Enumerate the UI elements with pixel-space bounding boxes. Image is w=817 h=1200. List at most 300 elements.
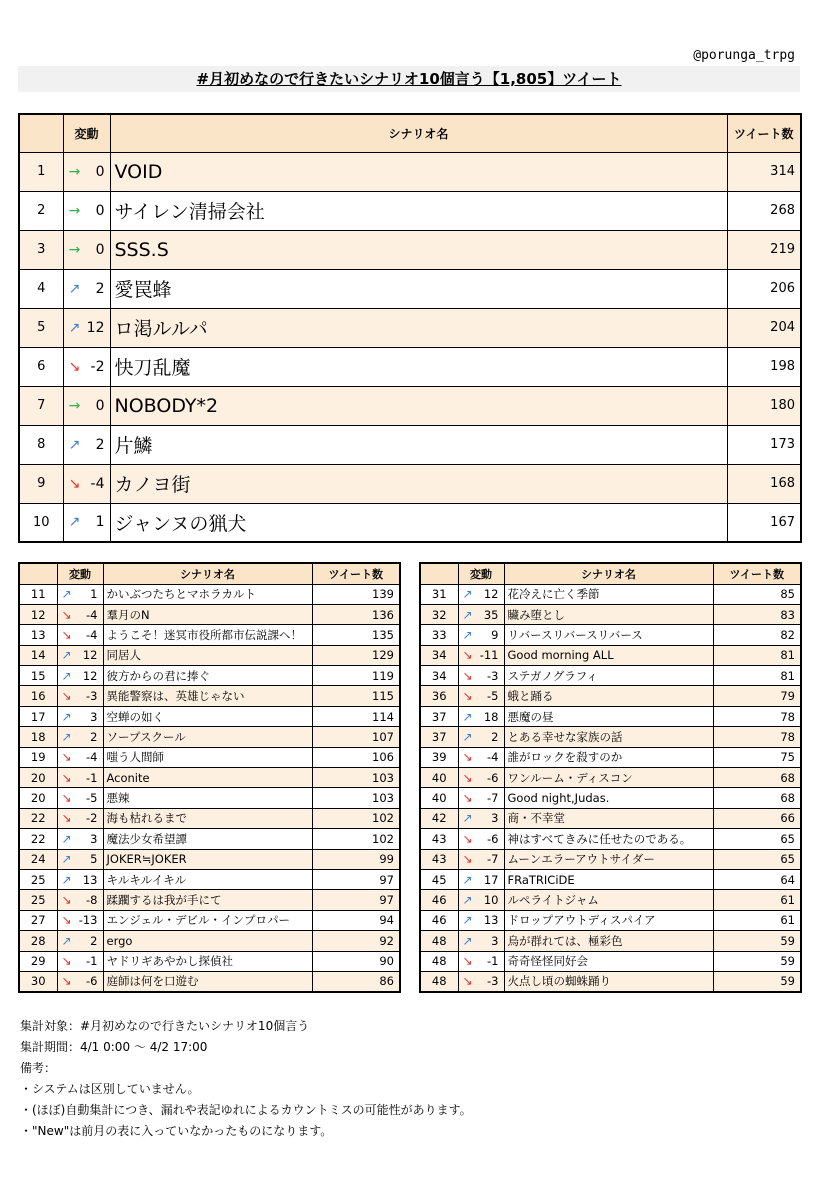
scenario-name: 贜み堕とし	[504, 604, 713, 624]
change-value: 9	[491, 627, 499, 642]
count-header: ツイート数	[713, 563, 801, 584]
change-value: 10	[483, 893, 499, 908]
change-value: 3	[491, 811, 499, 826]
change-value: 17	[483, 872, 499, 887]
change-value: -4	[86, 607, 98, 622]
table-row	[420, 829, 801, 849]
trend-up-icon: ↗	[61, 648, 72, 663]
table-header-row	[19, 563, 400, 584]
change-value: -5	[487, 689, 499, 704]
rank-cell: 37	[420, 727, 458, 747]
ranking-table-31-50	[419, 562, 802, 993]
trend-down-icon: ↘	[462, 974, 473, 989]
scenario-name: キルキルイキル	[103, 869, 312, 889]
tweet-count: 61	[713, 910, 801, 930]
scenario-name: 蹂躙するは我が手にて	[103, 890, 312, 910]
change-value: -4	[90, 475, 105, 492]
change-cell	[57, 788, 103, 808]
table-row	[420, 625, 801, 645]
rank-cell: 34	[420, 666, 458, 686]
rank-cell: 27	[19, 910, 57, 930]
rank-cell: 18	[19, 727, 57, 747]
table-row	[420, 931, 801, 951]
change-cell	[57, 869, 103, 889]
scenario-name: ロ渇ルルパ	[110, 308, 727, 347]
scenario-name: 庭師は何を口遊む	[103, 971, 312, 991]
trend-down-icon: ↘	[61, 954, 72, 969]
change-cell	[458, 747, 504, 767]
scenario-name: SSS.S	[110, 230, 727, 269]
table-row	[420, 727, 801, 747]
table-row	[19, 971, 400, 991]
scenario-name: VOID	[110, 152, 727, 191]
scenario-name: JOKER≒JOKER	[103, 849, 312, 869]
change-wrap	[459, 913, 504, 927]
tweet-count: 61	[713, 890, 801, 910]
change-wrap	[64, 359, 110, 375]
trend-up-icon: ↗	[462, 587, 473, 602]
change-cell	[57, 768, 103, 788]
change-wrap	[64, 203, 110, 219]
change-wrap	[58, 811, 103, 825]
scenario-name: 同居人	[103, 645, 312, 665]
rank-cell: 28	[19, 931, 57, 951]
trend-up-icon: ↗	[61, 587, 72, 602]
change-value: -3	[86, 689, 98, 704]
change-wrap	[459, 730, 504, 744]
trend-up-icon: ↗	[68, 319, 81, 336]
change-value: 1	[90, 587, 98, 602]
change-wrap	[459, 750, 504, 764]
change-wrap	[58, 974, 103, 988]
table-row	[19, 727, 400, 747]
scenario-name: 蛾と踊る	[504, 686, 713, 706]
table-row	[420, 584, 801, 604]
change-value: 12	[82, 648, 98, 663]
change-value: 12	[483, 587, 499, 602]
note-target: 集計対象：#月初めなので行きたいシナリオ10個言う	[20, 1019, 310, 1033]
table-row	[420, 951, 801, 971]
change-wrap	[58, 730, 103, 744]
change-cell	[57, 890, 103, 910]
change-cell	[57, 931, 103, 951]
tweet-count: 81	[713, 666, 801, 686]
note-period: 集計期間：4/1 0:00 ～ 4/2 17:00	[20, 1040, 208, 1054]
tweet-count: 314	[727, 152, 801, 191]
tweet-count: 68	[713, 768, 801, 788]
change-cell	[458, 788, 504, 808]
change-cell	[458, 768, 504, 788]
change-header: 変動	[57, 563, 103, 584]
table-row	[19, 788, 400, 808]
scenario-name: とある幸せな家族の話	[504, 727, 713, 747]
change-cell	[57, 706, 103, 726]
change-value: -2	[90, 358, 105, 375]
trend-down-icon: ↘	[462, 648, 473, 663]
scenario-name: 悪辣	[103, 788, 312, 808]
trend-up-icon: ↗	[68, 436, 81, 453]
change-cell	[458, 829, 504, 849]
change-value: -7	[487, 852, 499, 867]
change-cell	[458, 686, 504, 706]
tweet-count: 78	[713, 727, 801, 747]
table-row	[19, 768, 400, 788]
rank-cell: 13	[19, 625, 57, 645]
tweet-count: 65	[713, 829, 801, 849]
change-value: -13	[78, 913, 98, 928]
change-value: 2	[90, 729, 98, 744]
tweet-count: 180	[727, 386, 801, 425]
rank-cell: 42	[420, 808, 458, 828]
change-wrap	[459, 689, 504, 703]
trend-up-icon: ↗	[61, 668, 72, 683]
change-cell	[57, 604, 103, 624]
rank-cell: 33	[420, 625, 458, 645]
author-handle: @porunga_trpg	[693, 48, 795, 63]
rank-cell: 32	[420, 604, 458, 624]
change-cell	[458, 706, 504, 726]
change-wrap	[459, 771, 504, 785]
tweet-count: 83	[713, 604, 801, 624]
scenario-name: 海も枯れるまで	[103, 808, 312, 828]
change-value: -11	[479, 648, 499, 663]
tweet-count: 79	[713, 686, 801, 706]
name-header: シナリオ名	[110, 114, 727, 152]
table-row	[19, 666, 400, 686]
scenario-name: Good morning ALL	[504, 645, 713, 665]
change-cell	[57, 849, 103, 869]
change-wrap	[58, 669, 103, 683]
change-header: 変動	[458, 563, 504, 584]
change-wrap	[58, 628, 103, 642]
change-cell	[57, 584, 103, 604]
note-remarks-label: 備考：	[20, 1061, 57, 1075]
rank-cell: 37	[420, 706, 458, 726]
rank-cell: 1	[19, 152, 63, 191]
table-row	[420, 686, 801, 706]
tweet-count: 99	[312, 849, 400, 869]
change-value: -4	[86, 627, 98, 642]
table-row	[19, 706, 400, 726]
change-cell	[458, 890, 504, 910]
tweet-count: 167	[727, 503, 801, 542]
scenario-name: FRaTRICiDE	[504, 869, 713, 889]
trend-down-icon: ↘	[61, 689, 72, 704]
tweet-count: 97	[312, 869, 400, 889]
tweet-count: 90	[312, 951, 400, 971]
table-row	[19, 890, 400, 910]
scenario-name: ステガノグラフィ	[504, 666, 713, 686]
change-wrap	[64, 476, 110, 492]
tweet-count: 204	[727, 308, 801, 347]
table-row	[19, 347, 801, 386]
scenario-name: ヤドリギあやかし探偵社	[103, 951, 312, 971]
scenario-name: かいぶつたちとマホラカルト	[103, 584, 312, 604]
trend-down-icon: ↘	[61, 893, 72, 908]
trend-up-icon: ↗	[462, 893, 473, 908]
scenario-name: 彼方からの君に捧ぐ	[103, 666, 312, 686]
trend-down-icon: ↘	[61, 607, 72, 622]
change-cell	[63, 503, 110, 542]
table-row	[420, 604, 801, 624]
note-remark-3: ・"New"は前月の表に入っていなかったものになります。	[20, 1124, 333, 1138]
change-wrap	[58, 648, 103, 662]
change-value: -3	[487, 974, 499, 989]
change-wrap	[58, 689, 103, 703]
table-row	[19, 931, 400, 951]
change-cell	[458, 666, 504, 686]
rank-cell: 19	[19, 747, 57, 767]
table-row	[19, 584, 400, 604]
tweet-count: 97	[312, 890, 400, 910]
change-cell	[63, 308, 110, 347]
rank-cell: 31	[420, 584, 458, 604]
table-row	[420, 645, 801, 665]
trend-down-icon: ↘	[462, 954, 473, 969]
scenario-name: 愛罠蜂	[110, 269, 727, 308]
trend-down-icon: ↘	[462, 668, 473, 683]
rank-cell: 22	[19, 829, 57, 849]
scenario-name: ようこそ！迷冥市役所都市伝説課へ！	[103, 625, 312, 645]
trend-down-icon: ↘	[61, 974, 72, 989]
rank-cell: 5	[19, 308, 63, 347]
rank-cell: 2	[19, 191, 63, 230]
rank-cell: 12	[19, 604, 57, 624]
change-cell	[458, 971, 504, 991]
scenario-name: 異能警察は、英雄じゃない	[103, 686, 312, 706]
table-row	[420, 747, 801, 767]
change-cell	[57, 971, 103, 991]
rank-cell: 45	[420, 869, 458, 889]
rank-cell: 48	[420, 971, 458, 991]
table-row	[19, 464, 801, 503]
table-row	[19, 625, 400, 645]
change-wrap	[459, 974, 504, 988]
rank-cell: 25	[19, 890, 57, 910]
table-row	[420, 971, 801, 991]
trend-down-icon: ↘	[462, 831, 473, 846]
table-row	[19, 808, 400, 828]
rank-cell: 7	[19, 386, 63, 425]
trend-flat-icon: →	[68, 397, 81, 414]
change-value: 2	[95, 436, 105, 453]
change-cell	[57, 747, 103, 767]
change-cell	[63, 191, 110, 230]
change-value: 0	[95, 202, 105, 219]
table-row	[420, 890, 801, 910]
tweet-count: 268	[727, 191, 801, 230]
rank-cell: 40	[420, 768, 458, 788]
change-cell	[63, 386, 110, 425]
scenario-name: 羣月のN	[103, 604, 312, 624]
change-wrap	[58, 934, 103, 948]
scenario-name: ドロップアウトディスパイア	[504, 910, 713, 930]
tweet-count: 59	[713, 971, 801, 991]
table-row	[19, 951, 400, 971]
change-value: -8	[86, 893, 98, 908]
trend-up-icon: ↗	[462, 729, 473, 744]
table-row	[420, 768, 801, 788]
scenario-name: エンジェル・デビル・インプロパー	[103, 910, 312, 930]
change-value: -6	[86, 974, 98, 989]
table-row	[420, 849, 801, 869]
rank-cell: 36	[420, 686, 458, 706]
change-value: 13	[82, 872, 98, 887]
change-wrap	[459, 811, 504, 825]
tweet-count: 94	[312, 910, 400, 930]
table-header-row	[19, 114, 801, 152]
change-value: 2	[95, 280, 105, 297]
rank-cell: 24	[19, 849, 57, 869]
table-row	[420, 706, 801, 726]
change-cell	[57, 808, 103, 828]
tweet-count: 59	[713, 951, 801, 971]
change-cell	[458, 910, 504, 930]
trend-flat-icon: →	[68, 163, 81, 180]
scenario-name: 花冷えに亡く季節	[504, 584, 713, 604]
rank-cell: 10	[19, 503, 63, 542]
change-wrap	[459, 628, 504, 642]
change-wrap	[58, 771, 103, 785]
change-wrap	[459, 587, 504, 601]
scenario-name: 誰がロックを殺すのか	[504, 747, 713, 767]
trend-flat-icon: →	[68, 241, 81, 258]
rank-cell: 40	[420, 788, 458, 808]
change-cell	[63, 347, 110, 386]
rank-cell: 14	[19, 645, 57, 665]
tweet-count: 65	[713, 849, 801, 869]
tweet-count: 68	[713, 788, 801, 808]
tweet-count: 206	[727, 269, 801, 308]
tweet-count: 135	[312, 625, 400, 645]
tweet-count: 173	[727, 425, 801, 464]
table-row	[19, 869, 400, 889]
change-wrap	[459, 648, 504, 662]
table-row	[19, 425, 801, 464]
change-cell	[458, 951, 504, 971]
table-header-row	[420, 563, 801, 584]
change-cell	[57, 951, 103, 971]
rank-header	[420, 563, 458, 584]
tweet-count: 136	[312, 604, 400, 624]
change-value: 18	[483, 709, 499, 724]
table-row	[19, 503, 801, 542]
table-row	[19, 269, 801, 308]
scenario-name: 魔法少女希望譚	[103, 829, 312, 849]
change-wrap	[58, 852, 103, 866]
change-value: 3	[90, 831, 98, 846]
tweet-count: 102	[312, 808, 400, 828]
note-remark-1: ・システムは区別していません。	[20, 1082, 200, 1096]
name-header: シナリオ名	[504, 563, 713, 584]
rank-cell: 22	[19, 808, 57, 828]
trend-up-icon: ↗	[61, 831, 72, 846]
trend-down-icon: ↘	[462, 689, 473, 704]
change-wrap	[58, 750, 103, 764]
tweet-count: 78	[713, 706, 801, 726]
change-wrap	[459, 873, 504, 887]
change-value: 0	[95, 241, 105, 258]
scenario-name: ルペライトジャム	[504, 890, 713, 910]
change-wrap	[64, 242, 110, 258]
change-wrap	[58, 710, 103, 724]
tweet-count: 103	[312, 768, 400, 788]
trend-up-icon: ↗	[61, 872, 72, 887]
change-value: 0	[95, 163, 105, 180]
change-wrap	[64, 320, 110, 336]
change-header: 変動	[63, 114, 110, 152]
rank-cell: 29	[19, 951, 57, 971]
tweet-count: 106	[312, 747, 400, 767]
tweet-count: 119	[312, 666, 400, 686]
change-wrap	[459, 608, 504, 622]
change-value: 12	[86, 319, 105, 336]
trend-up-icon: ↗	[462, 627, 473, 642]
change-value: -6	[487, 770, 499, 785]
rank-cell: 9	[19, 464, 63, 503]
scenario-name: Good night,Judas.	[504, 788, 713, 808]
change-wrap	[58, 587, 103, 601]
table-row	[19, 686, 400, 706]
notes	[20, 1016, 472, 1142]
trend-down-icon: ↘	[462, 750, 473, 765]
tweet-count: 129	[312, 645, 400, 665]
change-cell	[63, 425, 110, 464]
rank-cell: 20	[19, 788, 57, 808]
top10-table	[18, 113, 802, 543]
change-value: -3	[487, 668, 499, 683]
trend-down-icon: ↘	[61, 811, 72, 826]
tweet-count: 114	[312, 706, 400, 726]
change-wrap	[58, 913, 103, 927]
table-row	[420, 808, 801, 828]
trend-up-icon: ↗	[462, 933, 473, 948]
change-wrap	[459, 669, 504, 683]
scenario-name: NOBODY*2	[110, 386, 727, 425]
rank-cell: 20	[19, 768, 57, 788]
change-cell	[57, 727, 103, 747]
tweet-count: 115	[312, 686, 400, 706]
trend-up-icon: ↗	[462, 872, 473, 887]
trend-down-icon: ↘	[61, 750, 72, 765]
rank-cell: 16	[19, 686, 57, 706]
trend-down-icon: ↘	[61, 791, 72, 806]
trend-up-icon: ↗	[462, 811, 473, 826]
change-cell	[63, 464, 110, 503]
change-wrap	[459, 832, 504, 846]
trend-up-icon: ↗	[68, 280, 81, 297]
rank-cell: 46	[420, 890, 458, 910]
rank-cell: 8	[19, 425, 63, 464]
change-wrap	[58, 873, 103, 887]
tweet-count: 92	[312, 931, 400, 951]
change-wrap	[64, 437, 110, 453]
scenario-name: カノヨ街	[110, 464, 727, 503]
table-row	[19, 152, 801, 191]
table-row	[19, 645, 400, 665]
change-wrap	[459, 934, 504, 948]
rank-cell: 3	[19, 230, 63, 269]
change-cell	[458, 931, 504, 951]
count-header: ツイート数	[727, 114, 801, 152]
change-cell	[57, 829, 103, 849]
tweet-count: 103	[312, 788, 400, 808]
change-wrap	[64, 514, 110, 530]
note-remark-2: ・(ほぼ)自動集計につき、漏れや表記ゆれによるカウントミスの可能性があります。	[20, 1103, 472, 1117]
table-row	[420, 788, 801, 808]
tweet-count: 66	[713, 808, 801, 828]
change-value: 12	[82, 668, 98, 683]
